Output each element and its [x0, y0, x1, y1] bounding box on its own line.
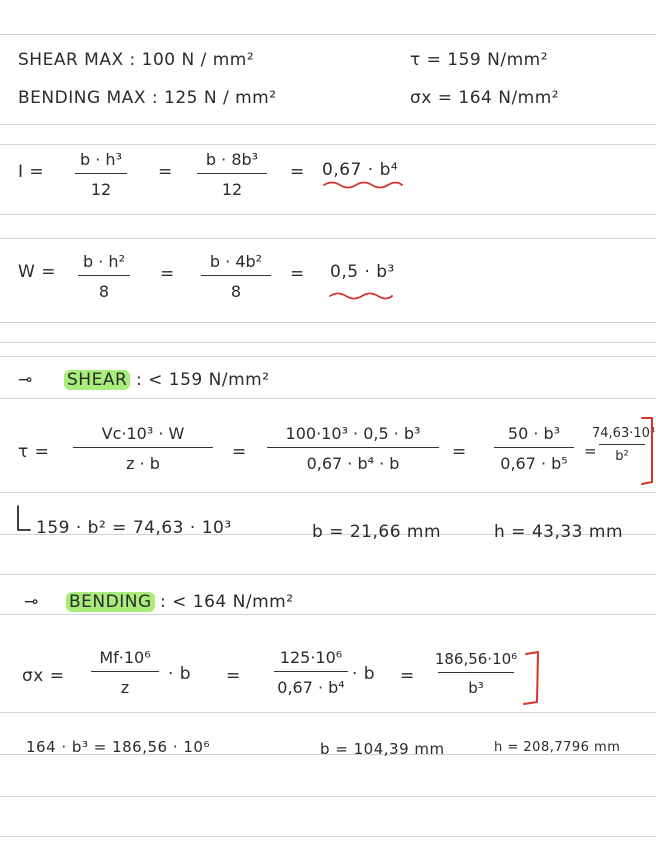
- bending-f1-tail: · b: [168, 664, 192, 684]
- inertia-underline-squiggle: [324, 183, 402, 188]
- equals-sign: =: [226, 666, 241, 686]
- bending-f3-denominator: b³: [468, 679, 484, 697]
- equals-sign: =: [400, 666, 415, 686]
- modulus-f2-denominator: 8: [230, 282, 242, 301]
- tau-allowable: τ = 159 N/mm²: [410, 50, 549, 70]
- bending-condition: : < 164 N/mm²: [160, 592, 294, 612]
- shear-f2-denominator: 0,67 · b⁴ · b: [306, 454, 400, 473]
- bending-h-result: h = 208,7796 mm: [494, 740, 621, 755]
- inertia-result: 0,67 · b⁴: [322, 160, 399, 180]
- shear-f4-denominator: b²: [615, 449, 629, 464]
- equals-sign: =: [160, 264, 175, 284]
- bending-result-bracket: [524, 652, 538, 704]
- modulus-result: 0,5 · b³: [330, 262, 395, 282]
- shear-f3-denominator: 0,67 · b⁵: [500, 454, 568, 473]
- inertia-f2-numerator: b · 8b³: [205, 150, 259, 169]
- shear-lhs: τ =: [18, 442, 50, 462]
- bending-title-text: BENDING: [66, 592, 155, 612]
- equals-sign: =: [158, 162, 173, 182]
- modulus-f1-numerator: b · h²: [83, 252, 125, 271]
- bending-f3-numerator: 186,56·10⁶: [434, 650, 518, 668]
- equals-sign: =: [452, 442, 467, 462]
- equals-sign: =: [232, 442, 247, 462]
- bending-f2-tail: · b: [352, 664, 376, 684]
- equals-sign: =: [290, 264, 305, 284]
- modulus-f2-numerator: b · 4b²: [209, 252, 263, 271]
- bending-lhs: σx =: [22, 666, 65, 686]
- inertia-f1-numerator: b · h³: [80, 150, 122, 169]
- shear-f3-numerator: 50 · b³: [507, 424, 561, 443]
- shear-h-result: h = 43,33 mm: [494, 522, 624, 542]
- equals-sign: =: [290, 162, 305, 182]
- equals-sign: =: [584, 442, 598, 460]
- bending-f2-denominator: 0,67 · b⁴: [277, 678, 345, 697]
- inertia-f1-denominator: 12: [90, 180, 112, 199]
- bending-f1-denominator: z: [120, 678, 130, 697]
- shear-step-hook: [18, 506, 30, 530]
- inertia-f2-denominator: 12: [221, 180, 243, 199]
- arrow-icon: ⊸: [24, 592, 39, 612]
- bending-b-result: b = 104,39 mm: [320, 740, 445, 758]
- inertia-lhs: I =: [18, 162, 45, 182]
- modulus-lhs: W =: [18, 262, 56, 282]
- modulus-underline-squiggle: [330, 294, 392, 299]
- bending-max-line: BENDING MAX : 125 N / mm²: [18, 88, 277, 108]
- shear-step: 159 · b² = 74,63 · 10³: [36, 518, 232, 538]
- bending-step: 164 · b³ = 186,56 · 10⁶: [26, 738, 210, 756]
- shear-f4-numerator: 74,63·10³: [592, 426, 656, 441]
- shear-title-text: SHEAR: [64, 370, 130, 390]
- shear-f2-numerator: 100·10³ · 0,5 · b³: [285, 424, 421, 443]
- shear-condition: : < 159 N/mm²: [136, 370, 270, 390]
- shear-max-line: SHEAR MAX : 100 N / mm²: [18, 50, 255, 70]
- bending-f2-numerator: 125·10⁶: [279, 648, 343, 667]
- shear-f1-numerator: Vc·10³ · W: [101, 424, 185, 443]
- shear-result-bracket: [642, 418, 652, 484]
- shear-f1-denominator: z · b: [126, 454, 160, 473]
- modulus-f1-denominator: 8: [98, 282, 110, 301]
- bending-f1-numerator: Mf·10⁶: [99, 648, 151, 667]
- sigma-allowable: σx = 164 N/mm²: [410, 88, 560, 108]
- arrow-icon: ⊸: [18, 370, 33, 390]
- shear-b-result: b = 21,66 mm: [312, 522, 442, 542]
